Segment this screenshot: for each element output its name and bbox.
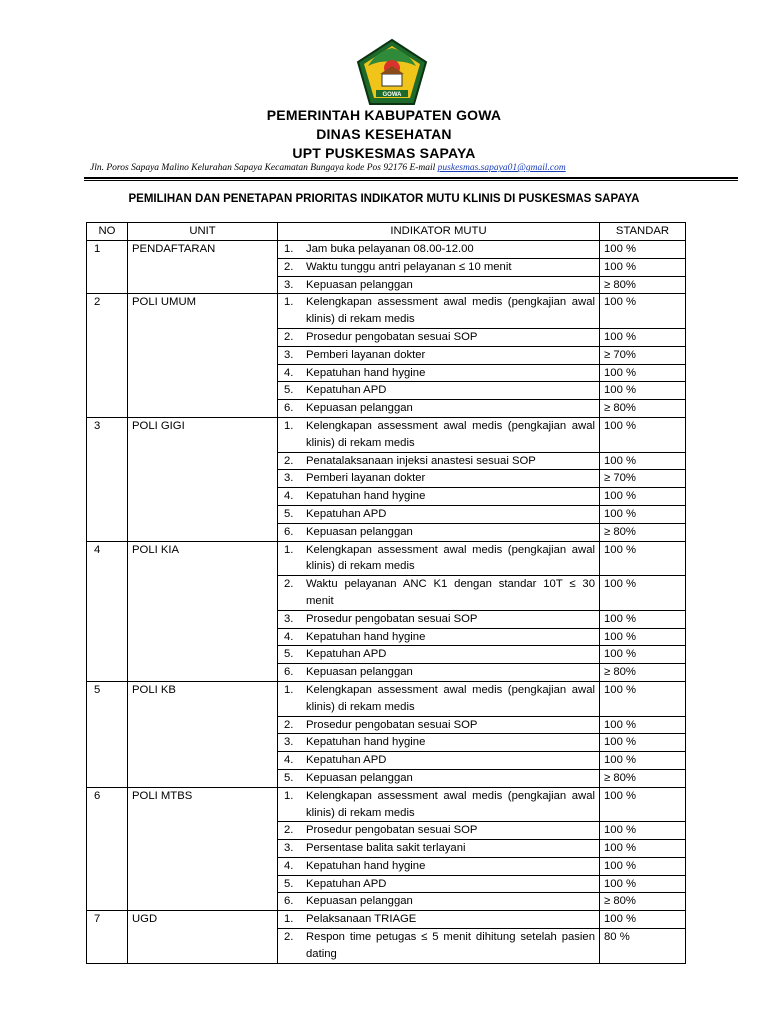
row-number: 5 [87,681,128,787]
standard-value: 100 % [600,382,686,400]
indicator-text: Kepuasan pelanggan [306,402,413,415]
table-row [87,241,686,259]
standard-value: 100 % [600,716,686,734]
col-header-standard: STANDAR [600,223,686,241]
indicator-number: 2. [284,824,294,837]
indicator-cell [278,664,600,682]
indicator-cell [278,452,600,470]
indicator-text: Kepatuhan APD [306,754,387,767]
standard-value: 100 % [600,241,686,259]
indicator-text: Kepuasan pelanggan [306,666,413,679]
standard-value: 100 % [600,646,686,664]
indicator-number: 1. [284,296,294,309]
indicator-cell [278,276,600,294]
indicator-cell [278,346,600,364]
indicator-table [86,222,686,964]
standard-value: 100 % [600,258,686,276]
indicator-text: Kepatuhan APD [306,877,387,890]
standard-value: 100 % [600,681,686,716]
indicator-cell [278,822,600,840]
indicator-text: Kepuasan pelanggan [306,525,413,538]
standard-value: 100 % [600,628,686,646]
indicator-text: Pelaksanaan TRIAGE [306,913,417,926]
row-number: 4 [87,541,128,681]
indicator-cell [278,875,600,893]
indicator-cell [278,929,600,964]
indicator-number: 2. [284,578,294,591]
indicator-number: 5. [284,507,294,520]
indicator-text: Pemberi layanan dokter [306,472,426,485]
table-row [87,787,686,822]
indicator-text: Prosedur pengobatan sesuai SOP [306,718,478,731]
standard-value: ≥ 80% [600,523,686,541]
indicator-number: 1. [284,913,294,926]
indicator-cell [278,646,600,664]
indicator-text: Waktu tunggu antri pelayanan ≤ 10 menit [306,260,512,273]
row-number: 6 [87,787,128,911]
indicator-number: 1. [284,419,294,432]
unit-name: POLI KIA [128,541,278,681]
indicator-text: Kelengkapan assessment awal medis (pengkajian awal klinis) di rekam medis [306,419,595,449]
standard-value: 100 % [600,734,686,752]
indicator-number: 6. [284,525,294,538]
indicator-number: 1. [284,543,294,556]
indicator-number: 5. [284,648,294,661]
indicator-cell [278,417,600,452]
indicator-text: Kepatuhan APD [306,384,387,397]
address-line [90,163,730,173]
indicator-text: Kepatuhan hand hygine [306,630,426,643]
standard-value: 100 % [600,488,686,506]
standard-value: ≥ 80% [600,276,686,294]
indicator-number: 3. [284,278,294,291]
standard-value: ≥ 80% [600,893,686,911]
standard-value: 100 % [600,328,686,346]
table-row [87,681,686,716]
indicator-number: 4. [284,859,294,872]
indicator-text: Prosedur pengobatan sesuai SOP [306,330,478,343]
svg-text:GOWA: GOWA [382,92,402,98]
indicator-number: 4. [284,754,294,767]
indicator-text: Kelengkapan assessment awal medis (pengkajian awal klinis) di rekam medis [306,543,595,573]
unit-name: POLI UMUM [128,294,278,418]
table-row [87,294,686,329]
indicator-text: Respon time petugas ≤ 5 menit dihitung setelah pasien dating [306,931,595,960]
standard-value: 100 % [600,787,686,822]
standard-value: 100 % [600,610,686,628]
standard-value: ≥ 80% [600,400,686,418]
indicator-number: 6. [284,666,294,679]
standard-value: ≥ 70% [600,470,686,488]
standard-value: ≥ 80% [600,769,686,787]
indicator-number: 4. [284,630,294,643]
indicator-number: 2. [284,330,294,343]
standard-value: 80 % [600,929,686,964]
email-link[interactable]: puskesmas.sapaya01@gmail.com [437,163,566,173]
standard-value: 100 % [600,576,686,611]
standard-value: ≥ 80% [600,664,686,682]
unit-name: POLI KB [128,681,278,787]
indicator-cell [278,541,600,576]
table-row [87,417,686,452]
unit-name: POLI MTBS [128,787,278,911]
standard-value: 100 % [600,857,686,875]
table-header-row [87,223,686,241]
standard-value: 100 % [600,911,686,929]
header-line-puskesmas: UPT PUSKESMAS SAPAYA [292,145,476,161]
indicator-cell [278,716,600,734]
row-number: 7 [87,911,128,963]
unit-name: UGD [128,911,278,963]
indicator-cell [278,241,600,259]
standard-value: 100 % [600,752,686,770]
standard-value: 100 % [600,840,686,858]
indicator-cell [278,523,600,541]
indicator-text: Kelengkapan assessment awal medis (pengkajian awal klinis) di rekam medis [306,296,595,326]
col-header-indicator: INDIKATOR MUTU [278,223,600,241]
header-rule-thin [84,180,738,181]
gowa-regency-logo [354,38,430,108]
indicator-text: Prosedur pengobatan sesuai SOP [306,612,478,625]
indicator-number: 2. [284,718,294,731]
indicator-text: Waktu pelayanan ANC K1 dengan standar 10T ≤ 30 menit [306,578,595,607]
indicator-text: Kelengkapan assessment awal medis (pengkajian awal klinis) di rekam medis [306,789,595,819]
indicator-cell [278,258,600,276]
header-rule-thick [84,177,738,179]
indicator-cell [278,470,600,488]
indicator-number: 2. [284,931,294,944]
col-header-no: NO [87,223,128,241]
indicator-number: 5. [284,771,294,784]
indicator-cell [278,364,600,382]
indicator-cell [278,488,600,506]
indicator-cell [278,769,600,787]
standard-value: 100 % [600,505,686,523]
indicator-number: 3. [284,612,294,625]
row-number: 1 [87,241,128,294]
indicator-number: 5. [284,384,294,397]
standard-value: 100 % [600,417,686,452]
indicator-cell [278,787,600,822]
indicator-cell [278,734,600,752]
indicator-cell [278,505,600,523]
indicator-cell [278,681,600,716]
indicator-text: Kepatuhan hand hygine [306,859,426,872]
indicator-cell [278,328,600,346]
indicator-cell [278,576,600,611]
indicator-cell [278,893,600,911]
indicator-number: 6. [284,402,294,415]
indicator-number: 5. [284,877,294,890]
table-body [87,241,686,964]
indicator-text: Kepatuhan APD [306,507,387,520]
indicator-cell [278,610,600,628]
table-row [87,541,686,576]
indicator-text: Kepatuhan hand hygine [306,490,426,503]
standard-value: ≥ 70% [600,346,686,364]
indicator-number: 6. [284,895,294,908]
indicator-text: Kepatuhan hand hygine [306,366,426,379]
indicator-number: 2. [284,454,294,467]
standard-value: 100 % [600,875,686,893]
indicator-text: Jam buka pelayanan 08.00-12.00 [306,243,474,255]
indicator-number: 3. [284,348,294,361]
standard-value: 100 % [600,452,686,470]
indicator-number: 1. [284,683,294,696]
unit-name: PENDAFTARAN [128,241,278,294]
indicator-text: Kepuasan pelanggan [306,771,413,784]
indicator-text: Kepuasan pelanggan [306,278,413,291]
indicator-cell [278,294,600,329]
indicator-text: Kepatuhan hand hygine [306,736,426,749]
standard-value: 100 % [600,294,686,329]
standard-value: 100 % [600,541,686,576]
row-number: 2 [87,294,128,418]
indicator-text: Kepuasan pelanggan [306,895,413,908]
indicator-cell [278,400,600,418]
indicator-text: Persentase balita sakit terlayani [306,842,466,855]
col-header-unit: UNIT [128,223,278,241]
indicator-text: Prosedur pengobatan sesuai SOP [306,824,478,837]
indicator-number: 3. [284,736,294,749]
standard-value: 100 % [600,822,686,840]
indicator-number: 3. [284,842,294,855]
unit-name: POLI GIGI [128,417,278,541]
indicator-number: 2. [284,260,294,273]
indicator-cell [278,382,600,400]
indicator-cell [278,857,600,875]
indicator-text: Kelengkapan assessment awal medis (pengkajian awal klinis) di rekam medis [306,683,595,713]
indicator-number: 1. [284,789,294,802]
indicator-number: 3. [284,472,294,485]
indicator-text: Kepatuhan APD [306,648,387,661]
indicator-cell [278,752,600,770]
document-title: PEMILIHAN DAN PENETAPAN PRIORITAS INDIKATOR MUTU KLINIS DI PUSKESMAS SAPAYA [128,193,640,205]
table-row [87,911,686,929]
indicator-text: Pemberi layanan dokter [306,348,426,361]
standard-value: 100 % [600,364,686,382]
indicator-cell [278,628,600,646]
indicator-number: 1. [284,243,294,255]
indicator-cell [278,840,600,858]
indicator-number: 4. [284,366,294,379]
header-line-department: DINAS KESEHATAN [316,126,452,142]
indicator-number: 4. [284,490,294,503]
indicator-cell [278,911,600,929]
row-number: 3 [87,417,128,541]
header-line-government: PEMERINTAH KABUPATEN GOWA [266,107,502,123]
indicator-text: Penatalaksanaan injeksi anastesi sesuai SOP [306,454,536,467]
address-text: Jln. Poros Sapaya Malino Kelurahan Sapaya Kecamatan Bungaya kode Pos 92176 E-mail [90,163,436,173]
